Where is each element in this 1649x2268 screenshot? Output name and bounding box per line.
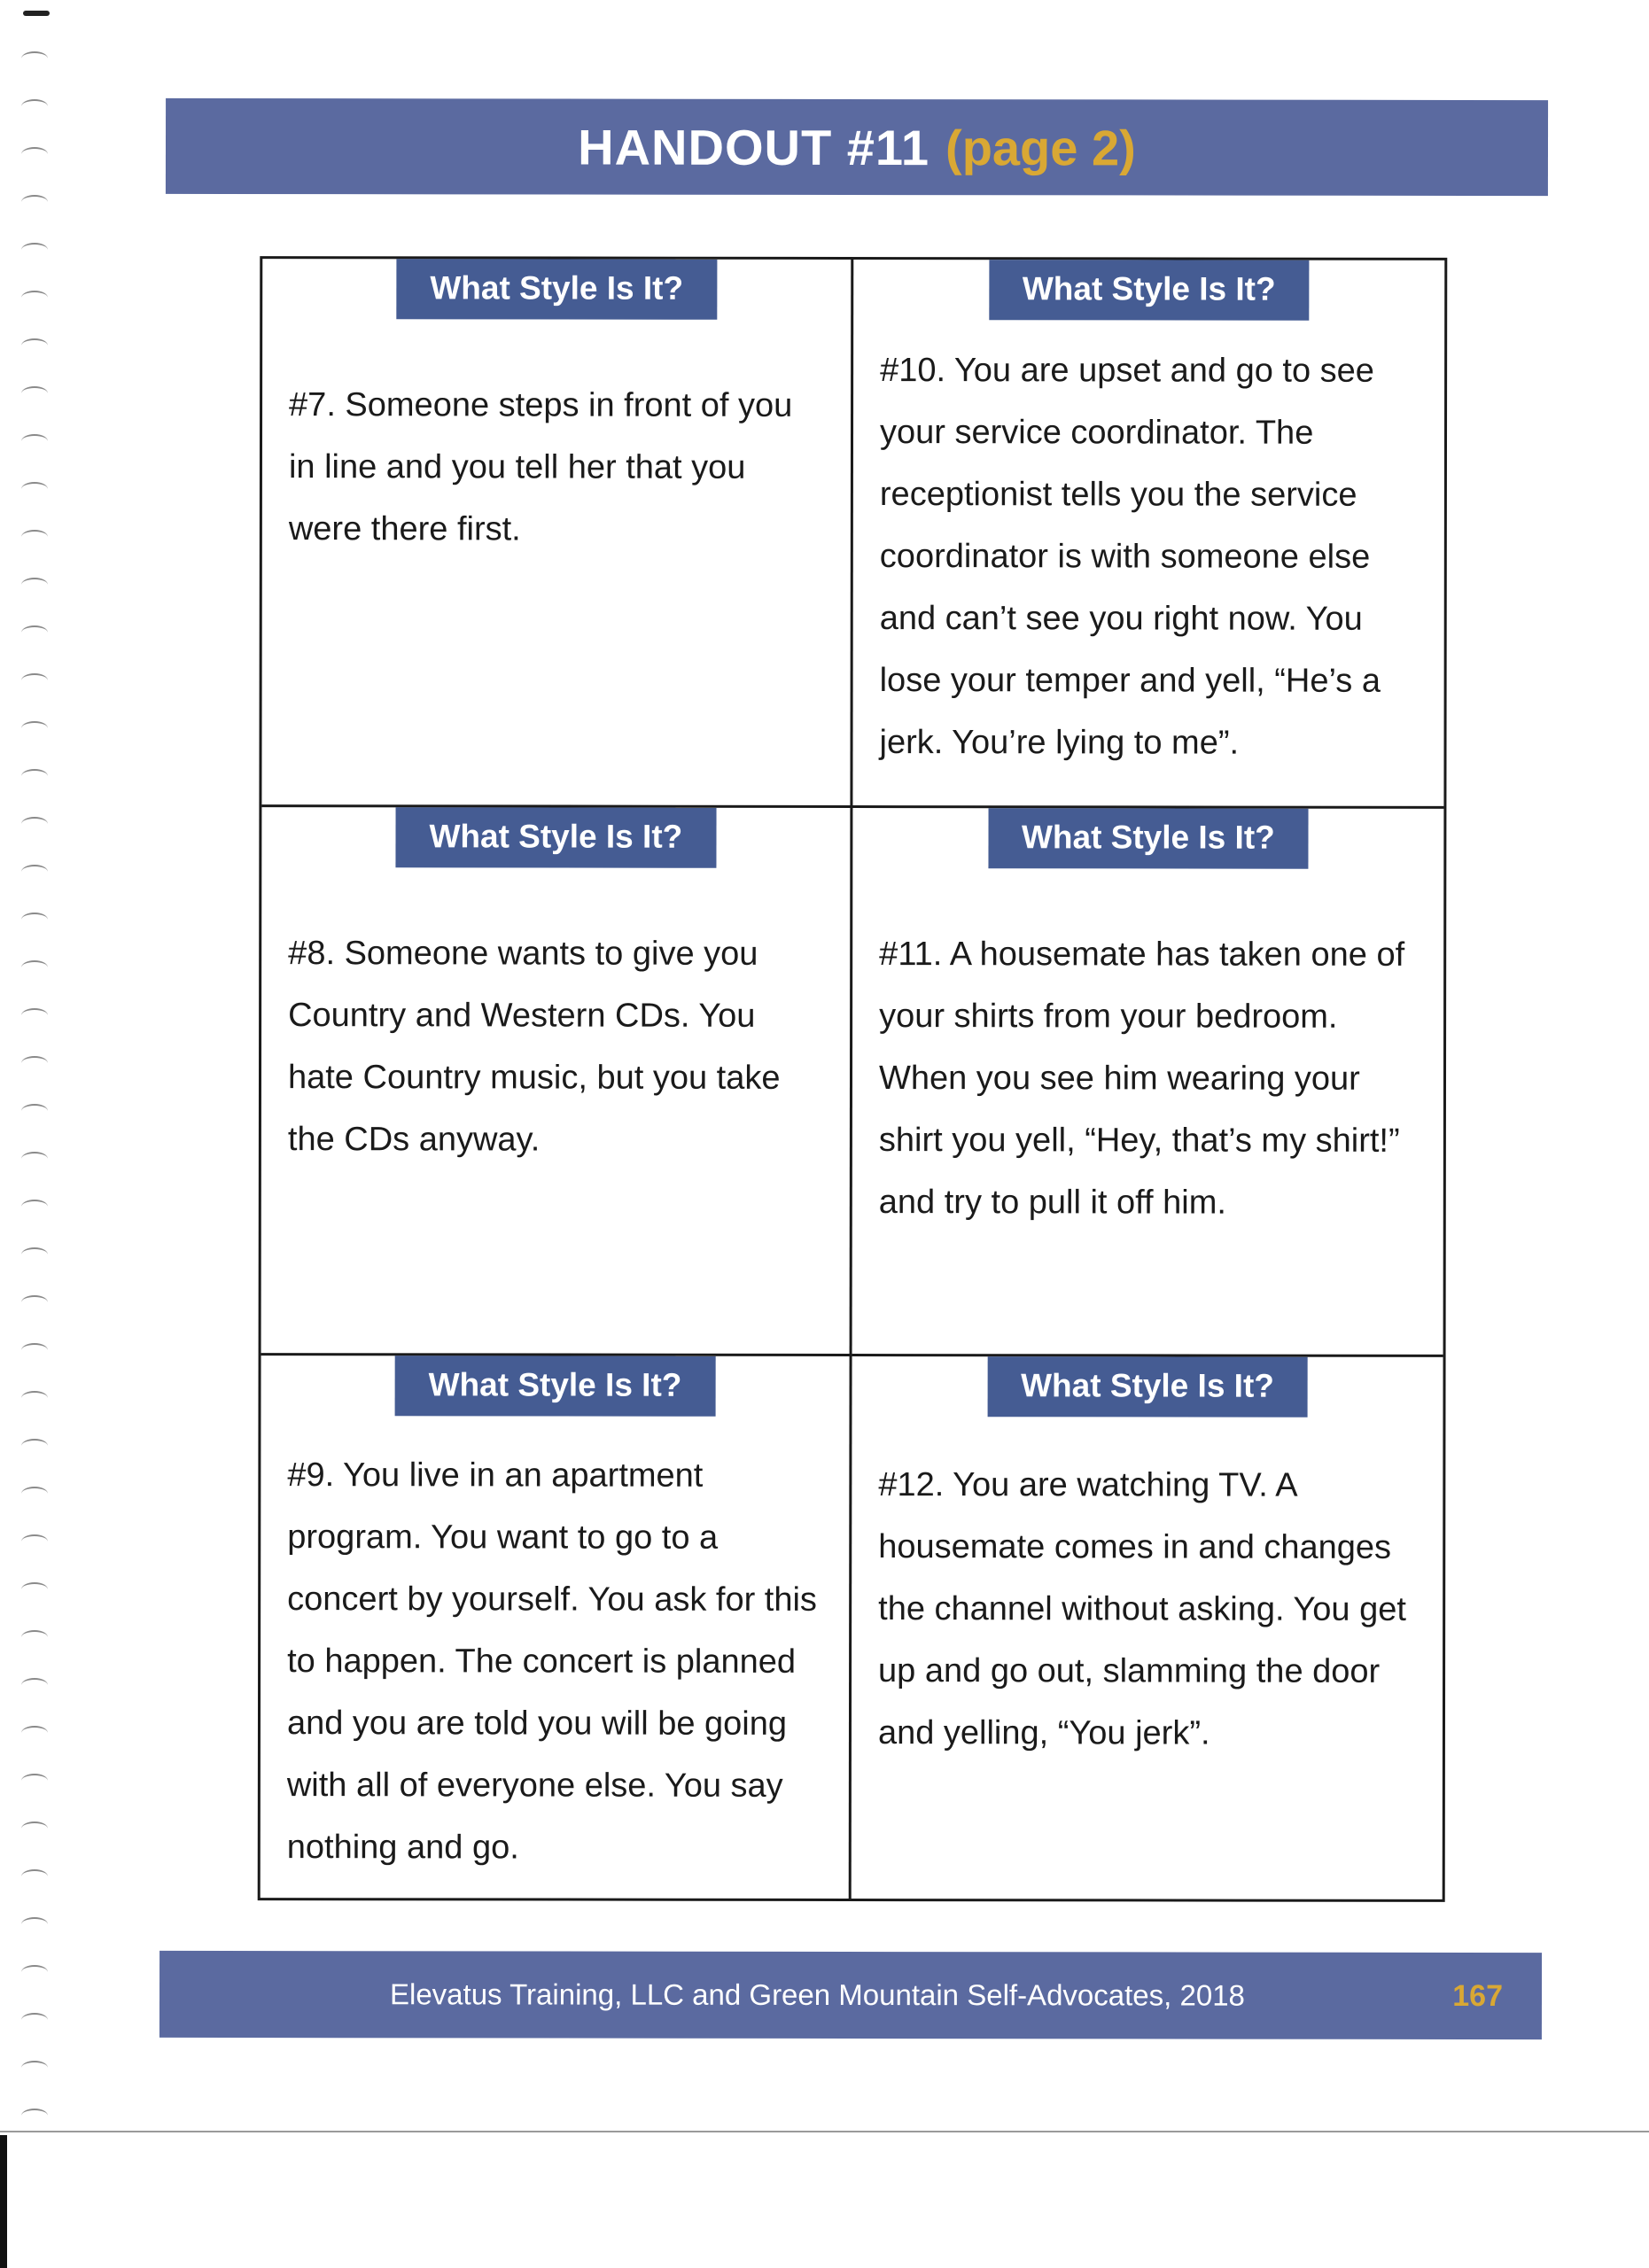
page-edge-line	[0, 2131, 1649, 2132]
binder-ring	[21, 2013, 48, 2027]
binder-ring	[21, 578, 48, 592]
binder-ring	[21, 817, 48, 831]
binder-ring	[21, 147, 48, 161]
binder-ring	[21, 386, 48, 400]
binder-ring	[21, 769, 48, 783]
scenario-grid	[258, 256, 1448, 1902]
binder-ring	[21, 1774, 48, 1788]
binder-ring	[21, 1821, 48, 1836]
binder-ring	[21, 1200, 48, 1214]
binder-ring	[21, 2061, 48, 2075]
card-label: What Style Is It?	[987, 1356, 1308, 1418]
binder-ring	[21, 673, 48, 687]
binder-ring	[21, 51, 48, 66]
binder-ring	[21, 1487, 48, 1501]
scan-edge-bar	[0, 2135, 7, 2268]
binder-ring	[21, 1630, 48, 1644]
card-label: What Style Is It?	[988, 808, 1309, 869]
page-title: HANDOUT #11	[578, 119, 930, 175]
binder-ring	[21, 1247, 48, 1262]
binder-ring	[21, 338, 48, 353]
binder-ring	[21, 1726, 48, 1740]
binder-ring	[21, 243, 48, 257]
binder-ring	[21, 291, 48, 305]
scenario-card-10	[852, 260, 1444, 809]
header-band	[166, 98, 1548, 196]
binder-ring	[21, 482, 48, 496]
binder-ring	[21, 1869, 48, 1884]
binder-ring	[21, 1439, 48, 1453]
binder-ring	[21, 721, 48, 735]
binder-ring	[21, 865, 48, 879]
card-text: #10. You are upset and go to see your service coordinator. The receptionist tells you the service coordinator is with someone else and can’t see you right now. You lose your temper and yell, “He’s a jerk. You’re lying to me”.	[879, 352, 1381, 762]
card-label: What Style Is It?	[395, 1355, 716, 1417]
binder-ring	[21, 1343, 48, 1357]
binder-ring	[21, 913, 48, 927]
scan-mark	[23, 11, 50, 16]
page-subtitle: (page 2)	[945, 119, 1136, 175]
scenario-card-11	[852, 808, 1444, 1357]
binder-ring	[21, 1582, 48, 1596]
binder-ring	[21, 434, 48, 448]
card-label: What Style Is It?	[989, 260, 1310, 321]
binder-ring	[21, 1391, 48, 1405]
binder-ring	[21, 1917, 48, 1931]
card-text: #7. Someone steps in front of you in line and you tell her that you were there first.	[288, 386, 793, 548]
binder-ring	[21, 960, 48, 975]
scenario-card-9	[261, 1355, 852, 1899]
footer-credit: Elevatus Training, LLC and Green Mountain Self-Advocates, 2018	[389, 1977, 1245, 2012]
card-text: #8. Someone wants to give you Country and Western CDs. You hate Country music, but you take the CDs anyway.	[287, 935, 781, 1159]
scenario-card-8	[261, 807, 853, 1356]
binder-ring	[21, 1152, 48, 1166]
card-label: What Style Is It?	[395, 807, 716, 868]
binder-ring	[21, 1965, 48, 1979]
binder-ring	[21, 1104, 48, 1118]
binder-ring	[21, 195, 48, 209]
scenario-card-7	[261, 259, 853, 808]
card-text: #11. A housemate has taken one of your shirts from your bedroom. When you see him wearing your shirt you yell, “Hey, that’s my shirt!” and try to pull it off him.	[878, 936, 1405, 1222]
binder-ring	[21, 99, 48, 113]
card-text: #12. You are watching TV. A housemate comes in and changes the channel without asking. You get up and go out, slamming the door and yelling, “You jerk”.	[877, 1466, 1406, 1752]
binder-ring	[21, 1534, 48, 1549]
binder-ring	[21, 2109, 48, 2123]
binder-ring	[21, 1008, 48, 1022]
card-label: What Style Is It?	[396, 259, 717, 320]
binder-ring	[21, 530, 48, 544]
footer-band	[159, 1951, 1542, 2039]
binder-ring	[21, 1295, 48, 1309]
card-text: #9. You live in an apartment program. You want to go to a concert by yourself. You ask for this to happen. The concert is planned and you are told you will be going with all of everyone else. You say nothing and go.	[286, 1456, 817, 1867]
binder-ring	[21, 1678, 48, 1692]
binder-ring	[21, 1056, 48, 1070]
binder-ring	[21, 625, 48, 640]
scenario-card-12	[852, 1356, 1443, 1899]
page-number: 167	[1452, 1978, 1504, 2014]
